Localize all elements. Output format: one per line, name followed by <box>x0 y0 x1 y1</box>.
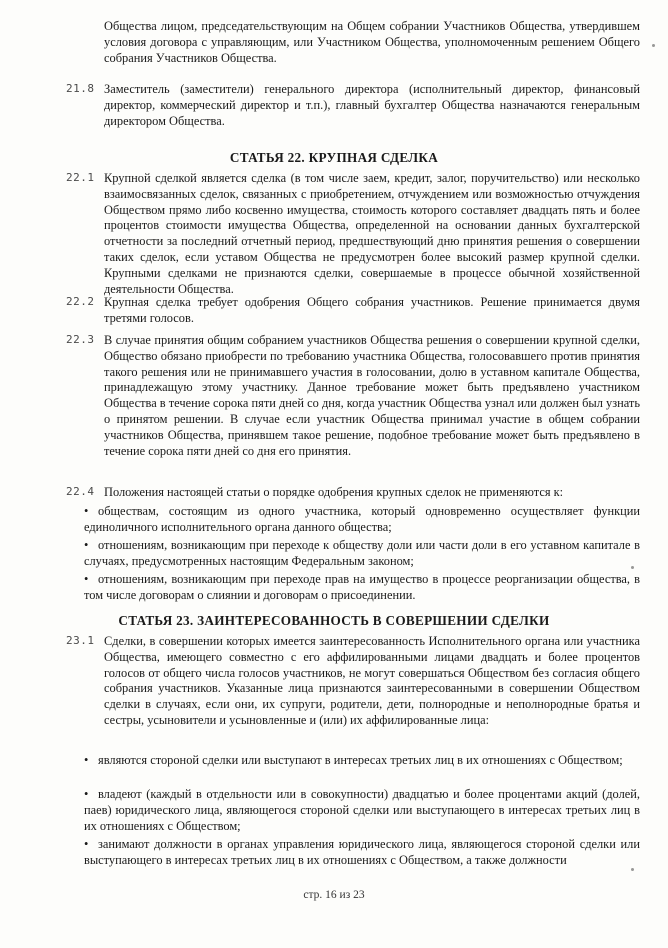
list-item <box>84 753 640 769</box>
list-item <box>84 572 640 604</box>
bullet-mark: • <box>84 504 89 518</box>
bullet-mark: • <box>84 572 89 586</box>
clause-text: Крупной сделкой является сделка (в том числе заем, кредит, залог, поручительство) или несколько взаимосвязанных сделок, связанных с приобретением, отчуждением или возможностью отчуждения Обществом прямо либо косвенно имущества, стоимость которого составляет двадцать пять и более процентов стоимости имущества Общества, определенной на основании данных бухгалтерской отчетности за последний отчетный период, предшествующий дню принятия решения о совершении таких сделок, если уставом Общества не предусмотрен более высокий размер крупной сделки. Крупными сделками не признаются сделки, совершаемые в процессе обычной хозяйственной деятельности Общества. <box>104 171 640 296</box>
clause-number: 21.8 <box>66 82 95 95</box>
clause-text: Заместитель (заместители) генерального директора (исполнительный директор, финансовый директор, коммерческий директор и т.п.), главный бухгалтер Общества назначаются генеральным директором Общества. <box>104 82 640 128</box>
page-number: стр. 16 из 23 <box>303 889 365 901</box>
list-item-text: отношениям, возникающим при переходе прав на имущество в процессе реорганизации общества, в том числе договорам о слиянии и договорам о присоединении. <box>84 572 640 602</box>
clause-number: 22.1 <box>66 171 95 184</box>
intro-continuation: Общества лицом, председательствующим на Общем собрании Участников Общества, утвердившем условия договора с управляющим, или Участником Общества, уполномоченным решением Общего собрания Участников Общества. <box>104 19 640 65</box>
clause-number: 23.1 <box>66 634 95 647</box>
list-item-text: являются стороной сделки или выступают в интересах третьих лиц в их отношениях с Обществом; <box>98 753 623 767</box>
scan-artifact <box>652 44 655 47</box>
bullet-mark: • <box>84 753 89 767</box>
bullet-mark: • <box>84 787 89 801</box>
list-item <box>84 538 640 570</box>
clause-text: Положения настоящей статьи о порядке одобрения крупных сделок не применяются к: <box>104 485 564 499</box>
list-item-text: занимают должности в органах управления юридического лица, являющегося стороной сделки или выступающего в интересах третьих лиц в их отношениях с Обществом, а также должности <box>84 837 640 867</box>
list-item-text: владеют (каждый в отдельности или в совокупности) двадцатью и более процентами акций (долей, паев) юридического лица, являющегося стороной сделки или выступающего в интересах третьих лиц в их отношениях с Обществом; <box>84 787 640 833</box>
bullet-mark: • <box>84 837 89 851</box>
list-item-text: обществам, состоящим из одного участника, который одновременно осуществляет функции единоличного исполнительного органа данного общества; <box>84 504 640 534</box>
clause-text: Крупная сделка требует одобрения Общего собрания участников. Решение принимается двумя третями голосов. <box>104 295 640 325</box>
list-item <box>84 504 640 536</box>
article-23-heading: СТАТЬЯ 23. ЗАИНТЕРЕСОВАННОСТЬ В СОВЕРШЕНИИ СДЕЛКИ <box>118 613 550 628</box>
clause-text: В случае принятия общим собранием участников Общества решения о совершении крупной сделки, Общество обязано приобрести по требованию участника Общества, голосовавшего против принятия такого решения или не принимавшего участия в голосовании, долю в уставном капитале Общества, принадлежащую этому участнику. Данное требование может быть предъявлено участником Общества в течение сорока пяти дней со дня, когда участник Общества узнал или должен был узнать о принятом решении. В случае если участник Общества принимал участие в общем собрании участников Общества, принявшем такое решение, подобное требование может быть предъявлено в течение сорока пяти дней со дня его принятия. <box>104 333 640 458</box>
clause-number: 22.4 <box>66 485 95 498</box>
list-item-text: отношениям, возникающим при переходе к обществу доли или части доли в его уставном капитале в случаях, предусмотренных настоящим Федеральным законом; <box>84 538 640 568</box>
list-item <box>84 837 640 869</box>
clause-text: Сделки, в совершении которых имеется заинтересованность Исполнительного органа или участника Общества, имеющего совместно с его аффилированными лицами двадцать и более процентов голосов от общего числа голосов участников, не могут совершаться Обществом без согласия общего собрания участников. Указанные лица признаются заинтересованными в совершении Обществом сделки в случаях, если они, их супруги, родители, дети, полнородные и неполнородные братья и сестры, усыновители и усыновленные и (или) их аффилированные лица: <box>104 634 640 727</box>
bullet-mark: • <box>84 538 89 552</box>
clause-number: 22.3 <box>66 333 95 346</box>
article-22-heading: СТАТЬЯ 22. КРУПНАЯ СДЕЛКА <box>229 150 439 165</box>
list-item <box>84 787 640 834</box>
clause-number: 22.2 <box>66 295 95 308</box>
